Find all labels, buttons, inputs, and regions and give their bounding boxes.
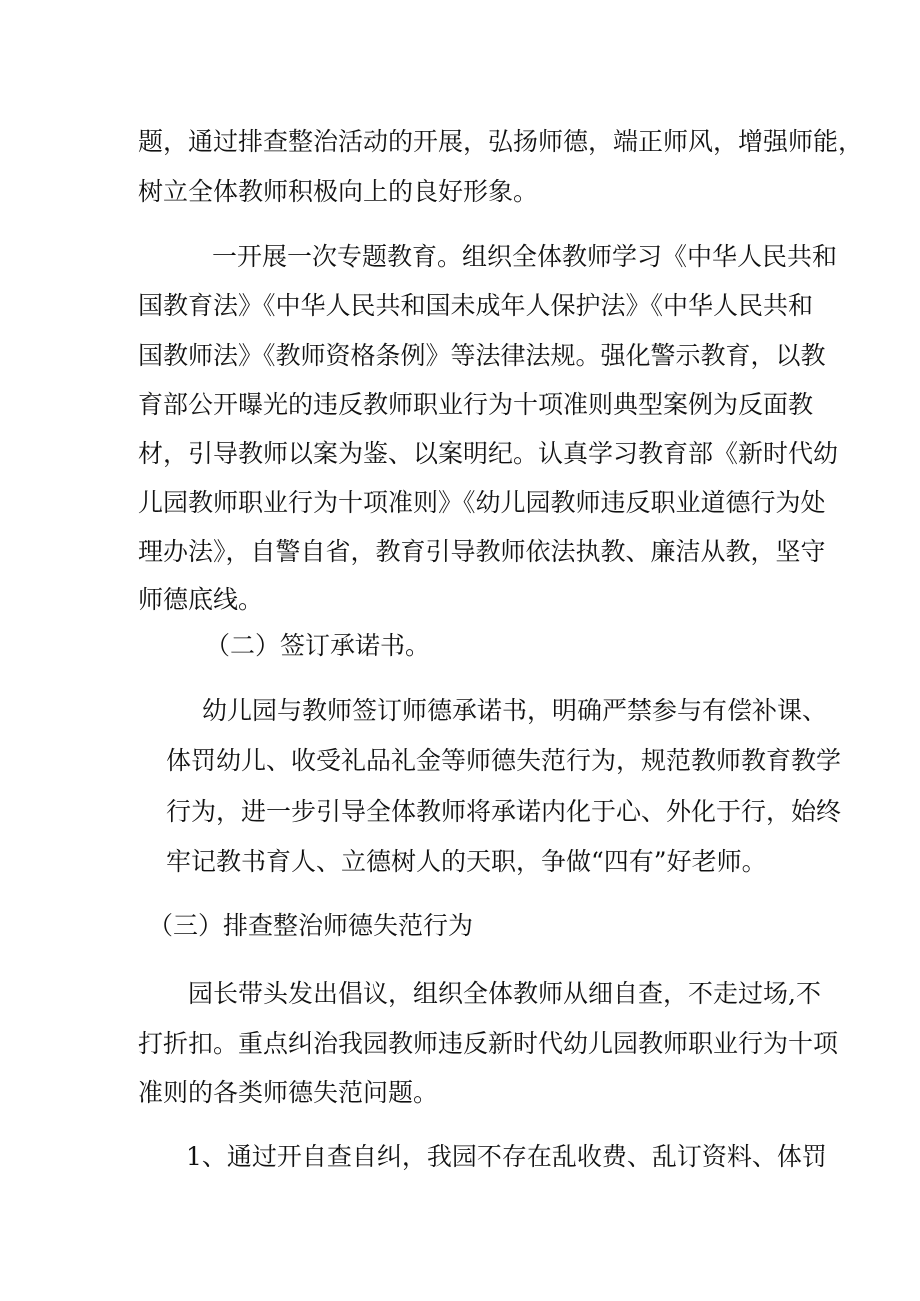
text-line-20: 1、通过开自查自纠，我园不存在乱收费、乱订资料、体罚 [186, 1142, 827, 1171]
text-line-9: 理办法》，自警自省，教育引导教师依法执教、廉洁从教，坚守 [138, 537, 826, 566]
text-line-12: 幼儿园与教师签订师德承诺书，明确严禁参与有偿补课、 [202, 696, 828, 725]
text-line-15: 牢记教书育人、立德树人的天职，争做“四有”好老师。 [166, 847, 767, 876]
text-line-13: 体罚幼儿、收受礼品礼金等师德失范行为，规范教师教育教学 [166, 746, 842, 775]
text-line-7: 材，引导教师以案为鉴、以案明纪。认真学习教育部《新时代幼 [138, 439, 839, 468]
text-line-5: 国教师法》《教师资格条例》等法律法规。强化警示教育，以教 [138, 341, 826, 370]
text-line-14: 行为，进一步引导全体教师将承诺内化于心、外化于行，始终 [166, 797, 842, 826]
text-line-10: 师德底线。 [138, 585, 264, 614]
text-line-18: 打折扣。重点纠治我园教师违反新时代幼儿园教师职业行为十项 [138, 1029, 839, 1058]
text-line-2: 树立全体教师积极向上的良好形象。 [138, 177, 539, 206]
text-line-19: 准则的各类师德失范问题。 [138, 1078, 439, 1107]
section-heading-2: （二）签订承诺书。 [205, 631, 431, 660]
text-line-17: 园长带头发出倡议，组织全体教师从细自查，不走过场,不 [188, 979, 821, 1008]
text-line-4: 国教育法》《中华人民共和国未成年人保护法》《中华人民共和 [138, 291, 814, 320]
text-line-8: 儿园教师职业行为十项准则》《幼儿园教师违反职业道德行为处 [138, 488, 826, 517]
text-line-6: 育部公开曝光的违反教师职业行为十项准则典型案例为反面教 [138, 390, 814, 419]
text-line-3: 一开展一次专题教育。组织全体教师学习《中华人民共和 [212, 242, 838, 271]
text-line-1: 题，通过排查整治活动的开展，弘扬师德，端正师风，增强师能， [138, 127, 864, 156]
section-heading-3: （三）排查整治师德失范行为 [148, 911, 474, 940]
